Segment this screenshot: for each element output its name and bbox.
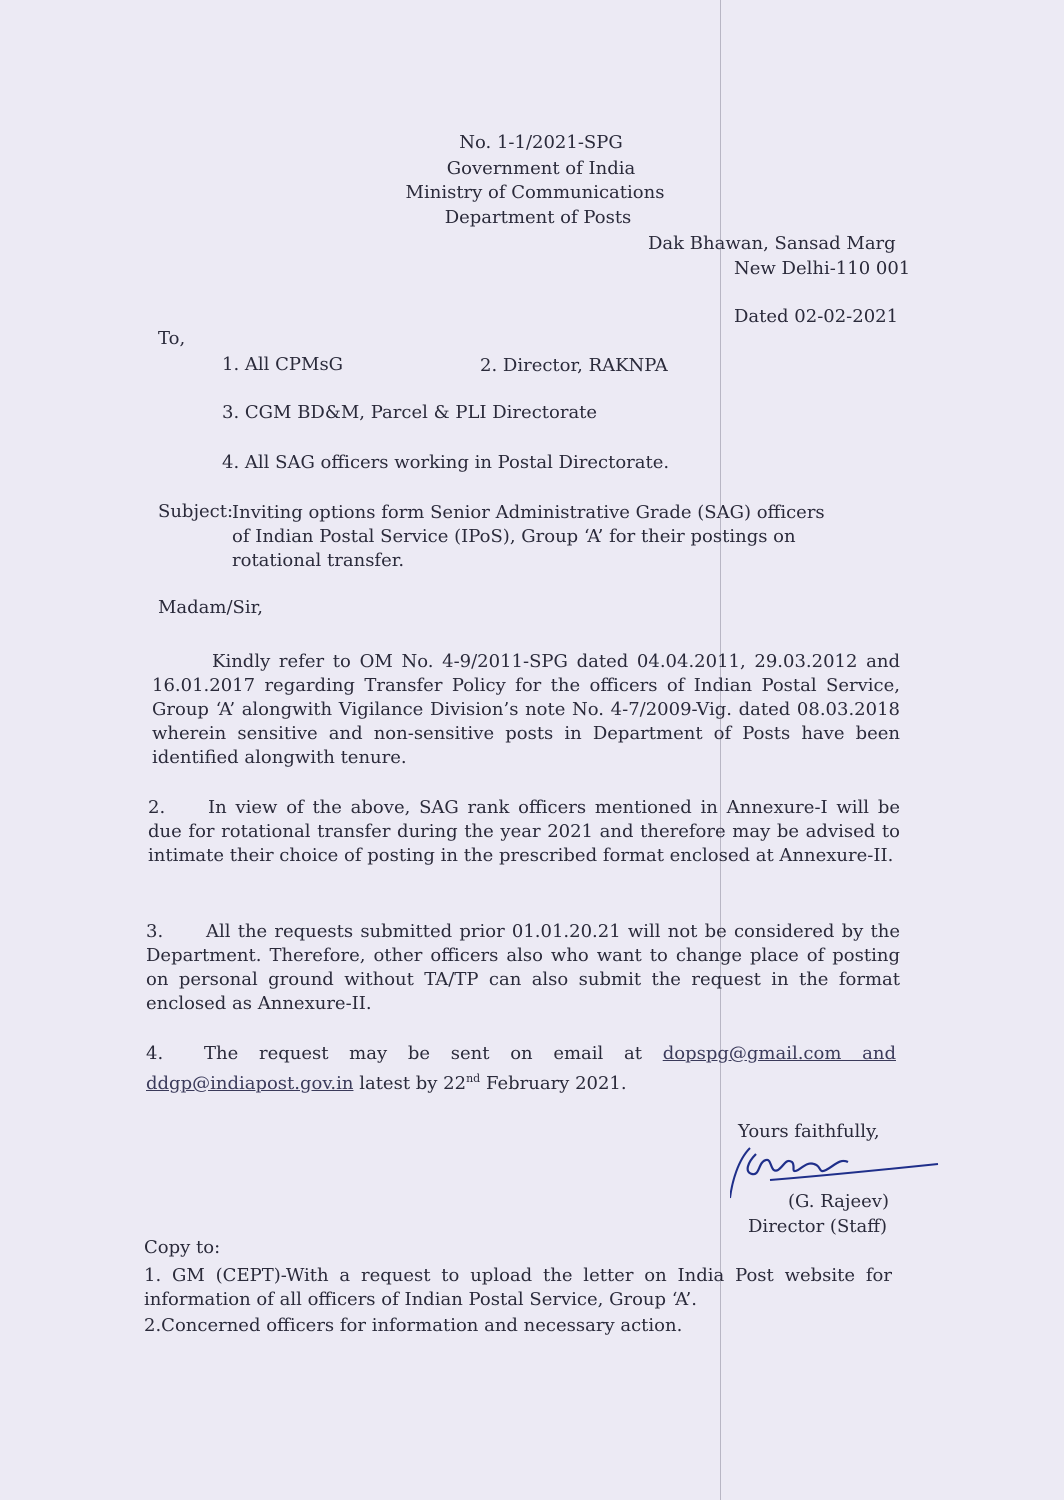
paragraph-2 (148, 796, 900, 868)
recipient-1: 1. All CPMsG (222, 354, 344, 375)
paragraph-4-line1 (146, 1042, 896, 1066)
copy-to-item-2: 2.Concerned officers for information and necessary action. (144, 1315, 683, 1336)
email-link-dopspg[interactable]: dopspg@gmail.com and (662, 1043, 896, 1064)
signatory-name: (G. Rajeev) (788, 1191, 889, 1212)
paragraph-2-text: In view of the above, SAG rank officers mentioned in Annexure-I will be due for rotational transfer during the year 2021 and therefore may be advised to intimate their choice of posting in the prescribed format enclosed at Annexure-II. (148, 797, 900, 866)
subject-line2: of Indian Postal Service (IPoS), Group ‘A’ for their postings on (232, 526, 796, 547)
paragraph-3 (146, 920, 900, 1016)
deadline-text: latest by 22 (359, 1073, 467, 1094)
signatory-designation: Director (Staff) (748, 1216, 888, 1237)
paragraph-4-number: 4. (146, 1043, 164, 1064)
address-line1: Dak Bhawan, Sansad Marg (648, 233, 896, 254)
subject-label: Subject: (158, 501, 234, 522)
header-ministry: Ministry of Communications (405, 182, 665, 203)
file-number: No. 1-1/2021-SPG (459, 132, 623, 153)
recipient-2: 2. Director, RAKNPA (480, 355, 668, 376)
header-government: Government of India (446, 158, 636, 179)
paragraph-4-text: The request may be sent on email at (204, 1043, 642, 1064)
deadline-month: February 2021. (485, 1073, 627, 1094)
subject-line1: Inviting options form Senior Administrative Grade (SAG) officers (232, 502, 825, 523)
paragraph-2-number: 2. (148, 797, 166, 818)
paragraph-1: Kindly refer to OM No. 4-9/2011-SPG dated 04.04.2011, 29.03.2012 and 16.01.2017 regarding Transfer Policy for the officers of Indian Postal Service, Group ‘A’ alongwith Vigilance Division’s note No. 4-7/2009-Vig. dated 08.03.2018 wherein sensitive and non-sensitive posts in Department of Posts have been identified alongwith tenure. (152, 651, 900, 768)
email-link-ddgp[interactable]: ddgp@indiapost.gov.in (146, 1073, 354, 1094)
to-label: To, (158, 328, 186, 349)
paragraph-3-text: All the requests submitted prior 01.01.20.21 will not be considered by the Department. Therefore, other officers also who want to change place of posting on personal ground without TA/TP can also submit the request in the format enclosed as Annexure-II. (146, 921, 900, 1014)
closing-yours-faithfully: Yours faithfully, (738, 1121, 880, 1142)
paragraph-4-line2 (146, 1067, 627, 1096)
recipient-3: 3. CGM BD&M, Parcel & PLI Directorate (222, 402, 598, 423)
letter-date: Dated 02-02-2021 (734, 306, 899, 327)
subject-line3: rotational transfer. (232, 550, 405, 571)
deadline-superscript: nd (466, 1072, 481, 1085)
recipient-4: 4. All SAG officers working in Postal Directorate. (222, 452, 670, 473)
paragraph-3-number: 3. (146, 921, 164, 942)
address-line2: New Delhi-110 001 (734, 258, 911, 279)
copy-to-item-1: 1. GM (CEPT)-With a request to upload the letter on India Post website for information of all officers of Indian Postal Service, Group ‘A’. (144, 1265, 892, 1310)
header-department: Department of Posts (444, 207, 632, 228)
copy-to-label: Copy to: (144, 1237, 221, 1258)
salutation: Madam/Sir, (158, 597, 263, 618)
